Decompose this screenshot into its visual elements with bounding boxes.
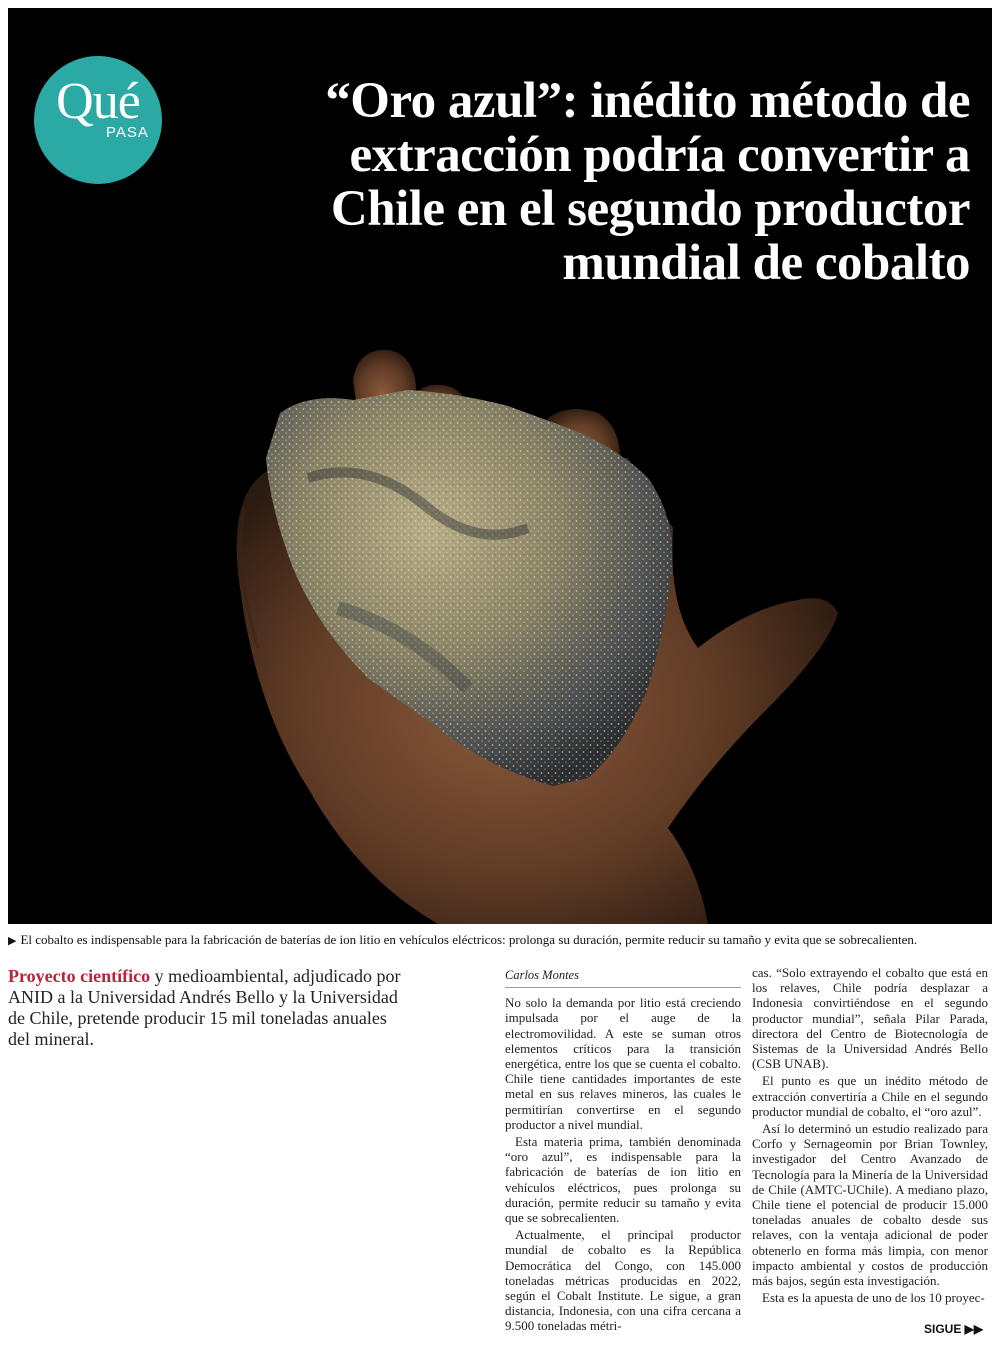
headline-line: Chile en el segundo productor	[330, 181, 970, 237]
lead-highlight: Proyecto científico	[8, 966, 151, 986]
byline: Carlos Montes	[505, 968, 741, 988]
headline-line: “Oro azul”: inédito método de	[325, 73, 970, 129]
article-headline	[248, 74, 970, 290]
photo-caption	[8, 932, 992, 948]
hero-photo-area	[8, 8, 992, 924]
caption-text: El cobalto es indispensable para la fabricación de baterías de ion litio en vehículos eléctricos: prolonga su duración, permite reducir su tamaño y evita que se sobrecalienten.	[20, 932, 918, 947]
paragraph: No solo la demanda por litio está creciendo impulsada por el auge de la electromovilidad. A este se suman otros elementos críticos para la transición energética, entre los que se cuenta el cobalto. Chile tiene cantidades importantes de este metal en sus relaves mineros, las cuales le permitirían convertirse en el segundo productor a nivel mundial.	[505, 995, 741, 1132]
paragraph: El punto es que un inédito método de extracción convertiría a Chile en el segundo productor mundial de cobalto, el “oro azul”.	[752, 1073, 988, 1119]
logo-main-text: Qué	[56, 73, 140, 130]
logo-sub-text: PASA	[106, 124, 149, 141]
caption-arrow-icon: ▶	[8, 935, 17, 947]
paragraph: cas. “Solo extrayendo el cobalto que está en los relaves, Chile podría desplazar a Indonesia convirtiéndose en el segundo productor mundial”, señala Pilar Parada, directora del Centro de Biotecnología de Sistemas de la Universidad Andrés Bello (CSB UNAB).	[752, 965, 988, 1072]
paragraph: Esta es la apuesta de uno de los 10 proyec-	[762, 1290, 985, 1306]
article-column-1	[505, 968, 741, 1336]
continue-link[interactable]: SIGUE ▶▶	[924, 1322, 984, 1336]
headline-line: mundial de cobalto	[562, 235, 970, 291]
que-pasa-logo	[34, 56, 162, 184]
paragraph: Así lo determinó un estudio realizado para Corfo y Sernageomin por Brian Townley, investigador del Centro Avanzado de Tecnología para la Minería de la Universidad de Chile (AMTC-UChile). A mediano plazo, Chile tiene el potencial de producir 15.000 toneladas anuales de cobalto desde sus relaves, con la ventaja adicional de poder obtenerlo en forma más limpia, con menor impacto ambiental y costos de producción más bajos, según esta investigación.	[752, 1121, 988, 1289]
paragraph: Esta materia prima, también denominada “oro azul”, es indispensable para la fabricación de baterías de ion litio en vehículos eléctricos, pues prolonga su duración, permite reducir su tamaño y evita que se sobrecalienten.	[505, 1134, 741, 1226]
lead-text: y medioambiental, adjudicado por ANID a la Universidad Andrés Bello y la Universidad de Chile, pretende producir 15 mil toneladas anuales del mineral.	[8, 966, 401, 1049]
paragraph: Actualmente, el principal productor mundial de cobalto es la República Democrática del Congo, con 145.000 toneladas métricas producidas en 2022, según el Cobalt Institute. Le sigue, a gran distancia, Indonesia, con una cifra cercana a 9.500 toneladas métri-	[505, 1227, 741, 1334]
lead-summary	[8, 966, 408, 1050]
article-column-2	[752, 965, 988, 1307]
headline-line: extracción podría convertir a	[349, 127, 970, 183]
